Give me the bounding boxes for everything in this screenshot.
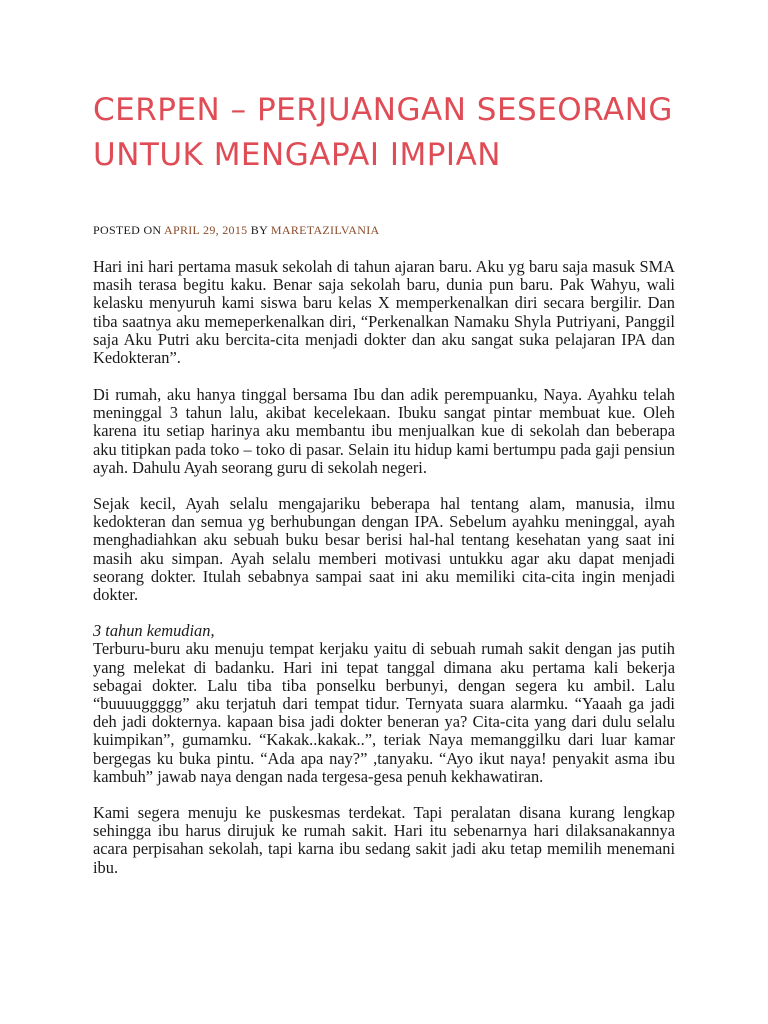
paragraph: Kami segera menuju ke puskesmas terdekat. Tapi peralatan disana kurang lengkap sehingga ibu harus dirujuk ke rumah sakit. Hari itu sebenarnya hari dilaksanakannya acara perpisahan sekolah, tapi karna ibu sedang sakit jadi aku tetap memilih menemani ibu. — [93, 803, 675, 877]
paragraph: Terburu-buru aku menuju tempat kerjaku yaitu di sebuah rumah sakit dengan jas putih yang melekat di badanku. Hari ini tepat tanggal dimana aku pertama kali bekerja sebagai dokter. Lalu tiba tiba ponselku berbunyi, dengan segera ku ambil. Lalu “buuuuggggg” aku terjatuh dari tempat tidur. Ternyata suara alarmku. “Yaaah ga jadi deh jadi dokternya. kapaan bisa jadi dokter beneran ya? Cita-cita yang dari dulu selalu kuimpikan”, gumamku. “Kakak..kakak..”, teriak Naya memanggilku dari luar kamar bergegas ku buka pintu. “Ada apa nay?” ,tanyaku. “Ayo ikut naya! penyakit asma ibu kambuh” jawab naya dengan nada tergesa-gesa penuh kekhawatiran. — [93, 639, 675, 786]
paragraph: Sejak kecil, Ayah selalu mengajariku beberapa hal tentang alam, manusia, ilmu kedokteran dan semua yg berhubungan dengan IPA. Sebelum ayahku meninggal, ayah menghadiahkan aku sebuah buku besar berisi hal-hal tentang kesehatan yang saat ini masih aku simpan. Ayah selalu memberi motivasi untukku agar aku dapat menjadi seorang dokter. Itulah sebabnya sampai saat ini aku memiliki cita-cita ingin menjadi dokter. — [93, 494, 675, 605]
by-label: BY — [250, 223, 268, 237]
post-meta — [93, 223, 379, 238]
article-title: CERPEN – PERJUANGAN SESEORANG UNTUK MENGAPAI IMPIAN — [93, 92, 673, 173]
section-subheading: 3 tahun kemudian, — [93, 621, 215, 641]
article-body — [93, 258, 675, 895]
post-date-link[interactable]: APRIL 29, 2015 — [164, 223, 248, 237]
paragraph: Di rumah, aku hanya tinggal bersama Ibu dan adik perempuanku, Naya. Ayahku telah meninggal 3 tahun lalu, akibat kecelekaan. Ibuku sangat pintar membuat kue. Oleh karena itu setiap harinya aku membantu ibu menjualkan kue di sekolah dan beberapa aku titipkan pada toko – toko di pasar. Selain itu hidup kami bertumpu pada gaji pensiun ayah. Dahulu Ayah seorang guru di sekolah negeri. — [93, 385, 675, 477]
paragraph: Hari ini hari pertama masuk sekolah di tahun ajaran baru. Aku yg baru saja masuk SMA masih terasa begitu kaku. Benar saja sekolah baru, dunia pun baru. Pak Wahyu, wali kelasku menyuruh kami siswa baru kelas X memperkenalkan diri secara bergilir. Dan tiba saatnya aku memeperkenalkan diri, “Perkenalkan Namaku Shyla Putriyani, Panggil saja Aku Putri aku bercita-cita menjadi dokter dan aku sangat suka pelajaran IPA dan Kedokteran”. — [93, 257, 675, 368]
posted-on-label: POSTED ON — [93, 223, 162, 237]
author-link[interactable]: MARETAZILVANIA — [270, 223, 380, 237]
